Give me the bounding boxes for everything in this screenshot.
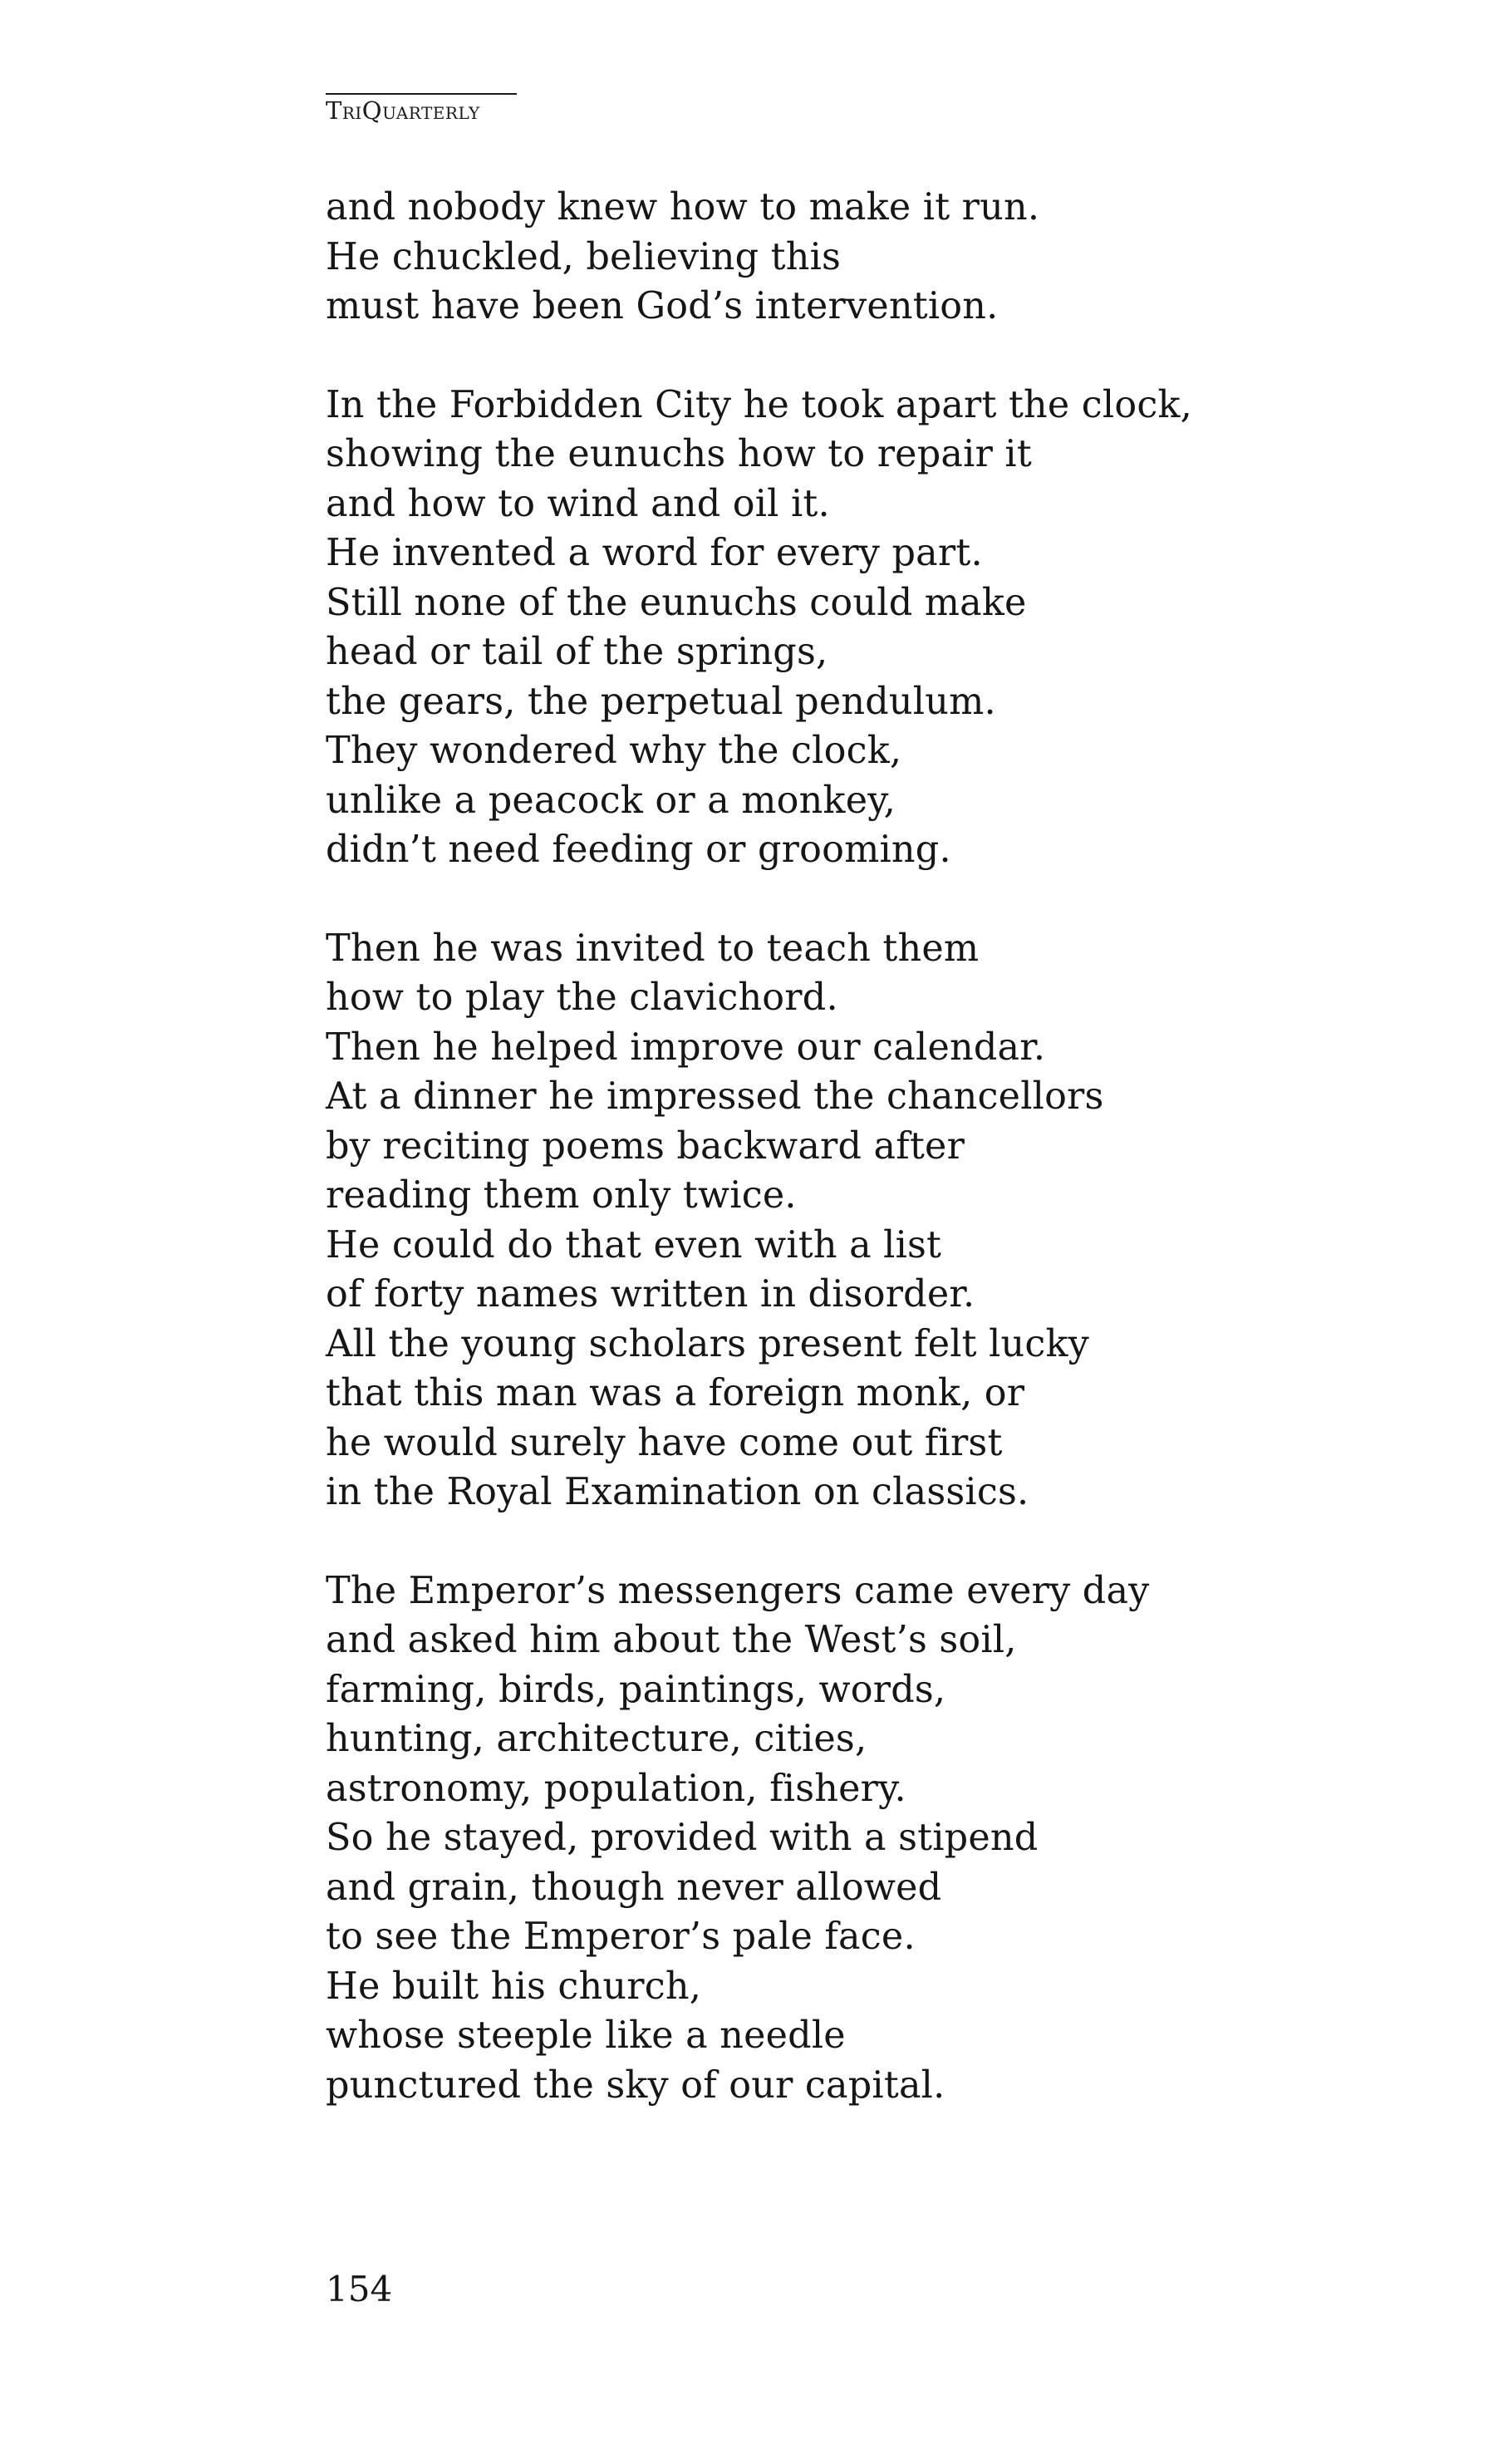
poem-line: showing the eunuchs how to repair it: [326, 433, 1032, 475]
poem-line: and asked him about the West’s soil,: [326, 1619, 1017, 1661]
poem-line: He could do that even with a list: [326, 1223, 942, 1266]
poem-line: the gears, the perpetual pendulum.: [326, 680, 996, 723]
poem-line: He chuckled, believing this: [326, 235, 842, 278]
page-number: 154: [326, 2269, 393, 2309]
poem-body: [326, 183, 1472, 2159]
poem-line: and how to wind and oil it.: [326, 482, 830, 525]
poem-line: punctured the sky of our capital.: [326, 2063, 945, 2107]
poem-line: astronomy, population, fishery.: [326, 1767, 906, 1810]
stanza: [326, 924, 1472, 1517]
poem-line: of forty names written in disorder.: [326, 1273, 975, 1316]
stanza: [326, 1566, 1472, 2111]
poem-line: He built his church,: [326, 1965, 702, 2008]
poem-line: hunting, architecture, cities,: [326, 1718, 867, 1760]
poem-line: whose steeple like a needle: [326, 2014, 846, 2057]
poem-line: The Emperor’s messengers came every day: [326, 1569, 1150, 1612]
poem-line: So he stayed, provided with a stipend: [326, 1817, 1039, 1859]
poem-line: must have been God’s intervention.: [326, 285, 999, 327]
poem-line: in the Royal Examination on classics.: [326, 1471, 1029, 1513]
poem-line: All the young scholars present felt lucky: [326, 1322, 1090, 1365]
poem-line: Then he was invited to teach them: [326, 927, 980, 970]
poem-line: and nobody knew how to make it run.: [326, 186, 1040, 229]
poem-line: that this man was a foreign monk, or: [326, 1372, 1025, 1414]
poem-line: how to play the clavichord.: [326, 976, 838, 1019]
poem-line: and grain, though never allowed: [326, 1866, 942, 1909]
poem-line: Still none of the eunuchs could make: [326, 581, 1027, 624]
poem-line: He invented a word for every part.: [326, 532, 983, 574]
running-head: TriQuarterly: [326, 96, 480, 125]
poem-line: by reciting poems backward after: [326, 1124, 965, 1168]
poem-line: to see the Emperor’s pale face.: [326, 1916, 916, 1958]
running-head-rule: [326, 93, 517, 95]
poem-line: unlike a peacock or a monkey,: [326, 779, 896, 822]
poem-line: At a dinner he impressed the chancellors: [326, 1075, 1104, 1118]
poem-line: In the Forbidden City he took apart the clock,: [326, 383, 1192, 426]
poem-line: Then he helped improve our calendar.: [326, 1025, 1046, 1069]
stanza: [326, 381, 1472, 875]
poem-line: head or tail of the springs,: [326, 631, 828, 673]
poem-line: he would surely have come out first: [326, 1421, 1003, 1464]
poem-line: reading them only twice.: [326, 1174, 797, 1217]
poem-line: farming, birds, paintings, words,: [326, 1668, 946, 1711]
poem-line: They wondered why the clock,: [326, 730, 902, 772]
stanza: [326, 183, 1472, 332]
poem-line: didn’t need feeding or grooming.: [326, 829, 951, 871]
